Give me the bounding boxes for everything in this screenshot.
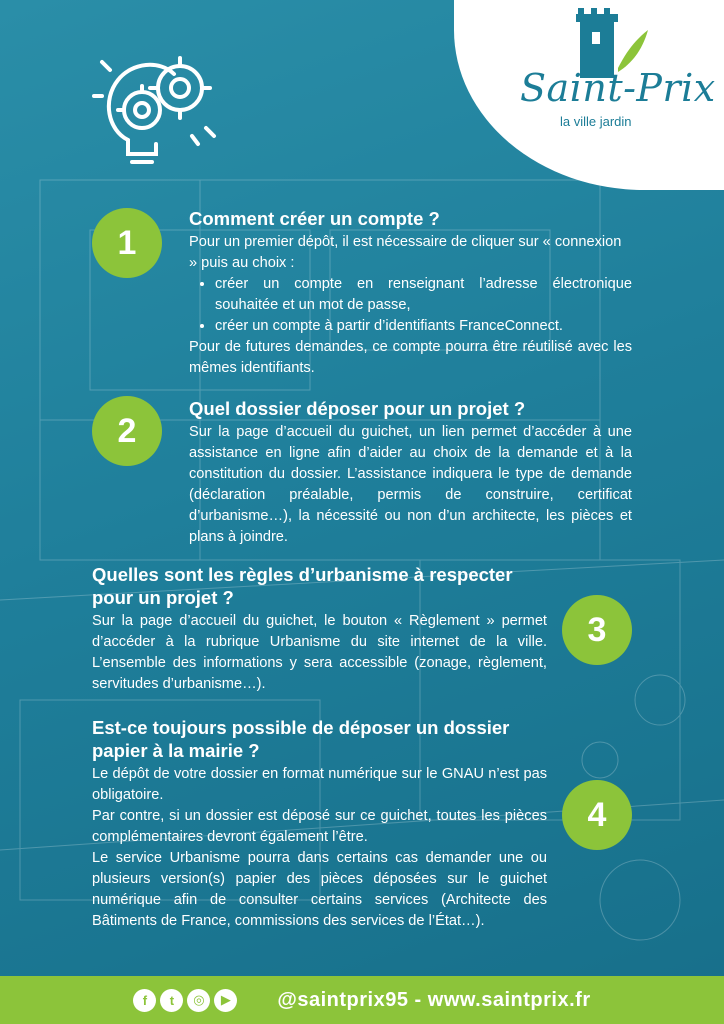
section-3-title: Quelles sont les règles d’urbanisme à respecter pour un projet ? xyxy=(92,564,513,608)
instagram-icon[interactable]: ◎ xyxy=(187,989,210,1012)
list-item: • créer un compte en renseignant l’adresse électronique souhaitée et un mot de passe, xyxy=(215,274,632,316)
facebook-icon[interactable]: f xyxy=(133,989,156,1012)
youtube-icon[interactable]: ▶ xyxy=(214,989,237,1012)
twitter-icon[interactable]: t xyxy=(160,989,183,1012)
section-3 xyxy=(92,563,547,695)
section-4-title: Est-ce toujours possible de déposer un dossier papier à la mairie ? xyxy=(92,717,510,761)
footer-contact[interactable]: @saintprix95 - www.saintprix.fr xyxy=(277,988,591,1011)
logo-subtitle: la ville jardin xyxy=(560,114,632,129)
footer xyxy=(0,976,724,1024)
section-1-intro: Pour un premier dépôt, il est nécessaire de cliquer sur « connexion » puis au choix : xyxy=(189,234,622,271)
list-item: • créer un compte à partir d’identifiants FranceConnect. xyxy=(215,316,632,337)
section-3-body: Sur la page d’accueil du guichet, le bouton « Règlement » permet d’accéder à la rubrique Urbanisme du site internet de la ville. L’ensemble des informations y sera accessible (zonage, règlement, servitudes d’urbanisme…). xyxy=(92,613,547,692)
step-number-3: 3 xyxy=(562,595,632,665)
section-2-body: Sur la page d’accueil du guichet, un lien permet d’accéder à une assistance en ligne afin d’aider au choix de la demande et à la constitution du dossier. L’assistance indiquera le type de demande (déclaration préalable, permis de construire, certificat d’urbanisme…), la nécessité ou non d’un architecte, les pièces et plans à joindre. xyxy=(189,424,632,545)
step-number-4: 4 xyxy=(562,780,632,850)
step-number-1: 1 xyxy=(92,208,162,278)
section-4-paragraph: Par contre, si un dossier est déposé sur ce guichet, toutes les pièces complémentaires devront également l’être. xyxy=(92,808,547,845)
section-2 xyxy=(189,397,632,548)
logo-title: Saint-Prix xyxy=(520,66,716,110)
section-1-outro: Pour de futures demandes, ce compte pourra être réutilisé avec les mêmes identifiants. xyxy=(189,339,632,376)
section-4-paragraph: Le dépôt de votre dossier en format numérique sur le GNAU n’est pas obligatoire. xyxy=(92,766,547,803)
gear-lightbulb-icon xyxy=(88,40,220,172)
section-1-bullets xyxy=(189,274,632,337)
section-1-title: Comment créer un compte ? xyxy=(189,208,440,229)
social-links xyxy=(133,989,237,1012)
section-2-title: Quel dossier déposer pour un projet ? xyxy=(189,398,526,419)
saint-prix-logo xyxy=(488,8,716,148)
section-4 xyxy=(92,716,547,932)
section-4-paragraph: Le service Urbanisme pourra dans certains cas demander une ou plusieurs version(s) papier des pièces déposées sur le guichet numérique afin de consulter certains services (Architecte des Bâtiments de France, commissions des services de l’État…). xyxy=(92,850,547,929)
section-1 xyxy=(189,207,632,379)
step-number-2: 2 xyxy=(92,396,162,466)
